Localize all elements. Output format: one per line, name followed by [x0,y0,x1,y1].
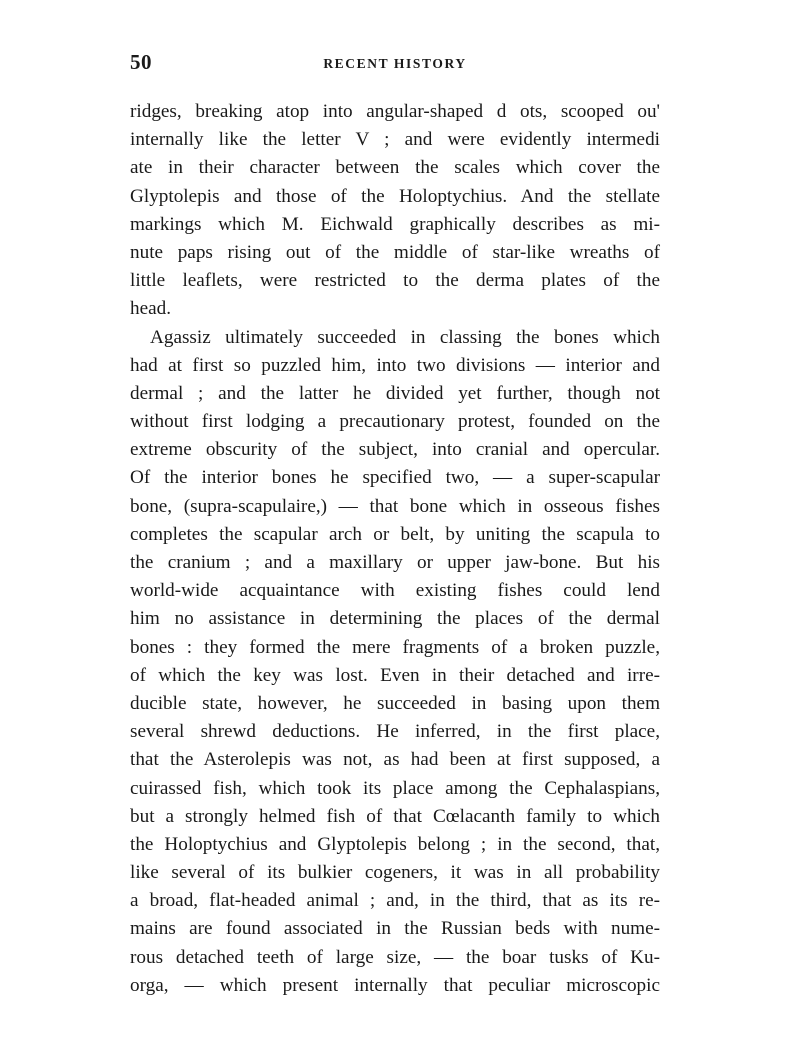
text-line: head. [130,298,172,320]
page-number: 50 [130,50,152,74]
text-line: Glyptolepis and those of the Holoptychius. And the stellate [130,185,660,207]
text-line: him no assistance in determining the places of the dermal [130,608,660,630]
text-line: ridges, breaking atop into angular-shaped d ots, scooped ou' [130,101,660,122]
text-line: dermal ; and the latter he divided yet further, though not [130,382,660,404]
text-line: little leaflets, were restricted to the derma plates of the [130,270,660,292]
text-line: completes the scapular arch or belt, by uniting the scapula to [130,523,660,545]
text-line: bone, (supra-scapulaire,) — that bone which in osseous fishes [130,495,660,517]
text-line: without first lodging a precautionary protest, founded on the [130,411,660,433]
running-title: RECENT HISTORY [323,56,467,71]
text-line: markings which M. Eichwald graphically describes as mi- [130,213,660,235]
text-line: the cranium ; and a maxillary or upper jaw-bone. But his [130,552,660,573]
text-line: a broad, flat-headed animal ; and, in the third, that as its re- [130,890,660,912]
text-line: ducible state, however, he succeeded in basing upon them [130,692,660,714]
text-line: extreme obscurity of the subject, into cranial and opercular. [130,439,660,461]
text-line: the Holoptychius and Glyptolepis belong ; in the second, that, [130,833,660,855]
text-line: bones : they formed the mere fragments of a broken puzzle, [130,636,660,658]
text-line: Of the interior bones he specified two, — a super-scapular [130,467,660,489]
text-line: mains are found associated in the Russian beds with nume- [130,918,660,940]
text-line: world-wide acquaintance with existing fishes could lend [130,580,660,602]
text-line: but a strongly helmed fish of that Cœlacanth family to which [130,805,660,827]
text-line: rous detached teeth of large size, — the boar tusks of Ku- [130,946,660,968]
text-line: internally like the letter V ; and were evidently intermedi [130,129,660,151]
text-line: like several of its bulkier cogeners, it was in all probability [130,862,660,884]
text-line: had at first so puzzled him, into two divisions — interior and [130,354,660,376]
text-line: of which the key was lost. Even in their detached and irre- [130,664,660,686]
text-line: cuirassed fish, which took its place among the Cephalaspians, [130,777,660,799]
body-text [130,98,660,1000]
text-line: orga, — which present internally that peculiar microscopic [130,974,660,996]
text-line: nute paps rising out of the middle of star-like wreaths of [130,241,660,263]
text-line: Agassiz ultimately succeeded in classing the bones which [150,326,660,348]
text-line: that the Asterolepis was not, as had been at first supposed, a [130,749,660,771]
running-head [130,50,660,80]
text-line: several shrewd deductions. He inferred, in the first place, [130,721,660,743]
text-line: ate in their character between the scales which cover the [130,157,660,179]
